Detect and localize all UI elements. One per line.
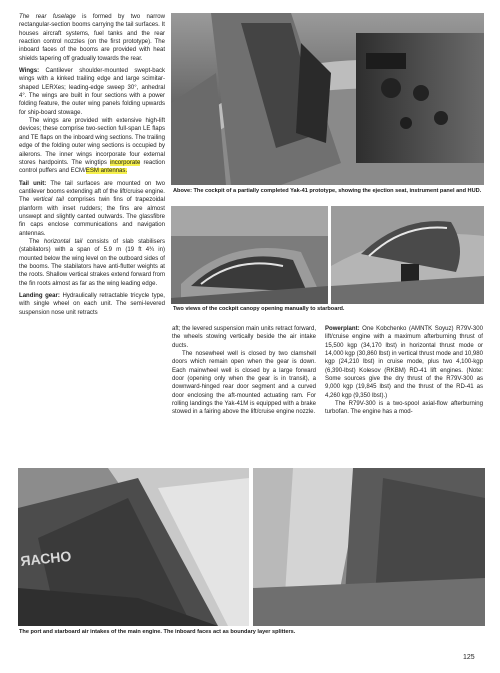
photo-cockpit-interior (171, 13, 484, 185)
paragraph-landing-gear: Landing gear: Hydraulically retractable tricycle type, with single wheel on each unit. The semi-levered suspension nose unit retracts (19, 293, 165, 316)
paragraph-horizontal-tail: The horizontal tail consists of slab stabilisers (stabilators) with a span of 5.9 m (19 ft 4¾ in) mounted below the wing level on the outboard sides of the booms. The stabilators have anti-flutter weights at the roots. Shallow vertical strakes extend forward from the fin roots almost as far as the wing leading edge. (19, 238, 165, 287)
caption-cockpit: Above: The cockpit of a partially completed Yak-41 prototype, showing the ejection seat, instrument panel and HUD. (173, 188, 482, 194)
photo-port-intake (18, 468, 249, 626)
paragraph-powerplant: Powerplant: One Kobchenko (AMNTK Soyuz) R79V-300 lift/cruise engine with a maximum afterburning thrust of 15,500 kgp (34,170 lbst) in horizontal thrust mode or 14,000 kgp (30,860 lbst) in vertical thrust mode and 10,980 kgp (24,210 lbst) in cruise mode, plus two 4,100-kgp (6,390-lbst) Kolesov (RKBM) RD-41 lift engines. (Note: Some sources give the dry thrust of the R79V-300 as 9,000 kgp (19,845 lbst) and the thrust of the RD-41 as 4,260 kgp (9,350 lbst).) (325, 326, 483, 399)
paragraph-gear-retraction: aft; the levered suspension main units retract forward, the wheels stowing vertically beside the air intake ducts. (172, 326, 316, 349)
caption-canopy: Two views of the cockpit canopy opening manually to starboard. (173, 306, 345, 312)
highlight-incorporate: incorporate (110, 159, 141, 166)
photo-canopy-left (171, 206, 328, 304)
paragraph-wings: Wings: Cantilever shoulder-mounted swept-back wings with a kinked trailing edge and large scimitar-shaped LERXes; leading-edge sweep 30°, anhedral 4°. The wings are built in four sections with a power folding feature, the outer wing panels folding upwards for ship-board stowage. (19, 68, 165, 116)
paragraph-tail-unit: Tail unit: The tail surfaces are mounted on two cantilever booms extending aft of the lift/cruise engine. The vertical tail comprises twin fins of trapezoidal planform with inset rudders; the fins are almost unswept and slightly canted outwards. The glassfibre fin caps enclose communications and navigation antennas. (19, 180, 166, 237)
highlight-esm-antennas: ESM antennas. (85, 168, 128, 175)
page-number: 125 (463, 654, 475, 661)
paragraph-wings-high-lift: The wings are provided with extensive high-lift devices; these comprise two-section full-span LE flaps and TE flaps on the inboard wing sections. The trailing edge of the folding outer wing sections is occupied by ailerons. The inner wings incorporate four external stores hardpoints. The wingtips incorporate reaction control puffers and ECM/ESM antennas. (19, 118, 165, 175)
intake-stencil-text: ЯАСНО (19, 547, 72, 569)
caption-air-intakes: The port and starboard air intakes of the main engine. The inboard faces act as boundary layer splitters. (19, 629, 296, 635)
photo-starboard-intake (253, 468, 485, 626)
paragraph-r79v-300: The R79V-300 is a two-spool axial-flow afterburning turbofan. The engine has a mod- (325, 401, 483, 416)
text-column-left (19, 13, 165, 317)
photo-canopy-right (331, 206, 484, 304)
text-column-middle (172, 325, 316, 417)
text-column-right (325, 325, 483, 417)
paragraph-rear-fuselage: The rear fuselage is formed by two narrow rectangular-section booms carrying the tail surfaces. It houses aircraft systems, fuel tanks and the rear reaction control nozzles (on the first prototype). The inboard faces of the booms are provided with heat shields tapering off gradually towards the rear. (19, 14, 165, 62)
paragraph-wheel-wells: The nosewheel well is closed by two clamshell doors which remain open when the gear is down. Each mainwheel well is closed by a large forward door (opening only when the gear is in transit), a downward-hinged rear door segment and a curved door enclosing the aft-mounted actuating ram. For rolling landings the Yak-41M is equipped with a brake stowed in a fairing above the lift/cruise engine nozzle. (172, 351, 316, 416)
